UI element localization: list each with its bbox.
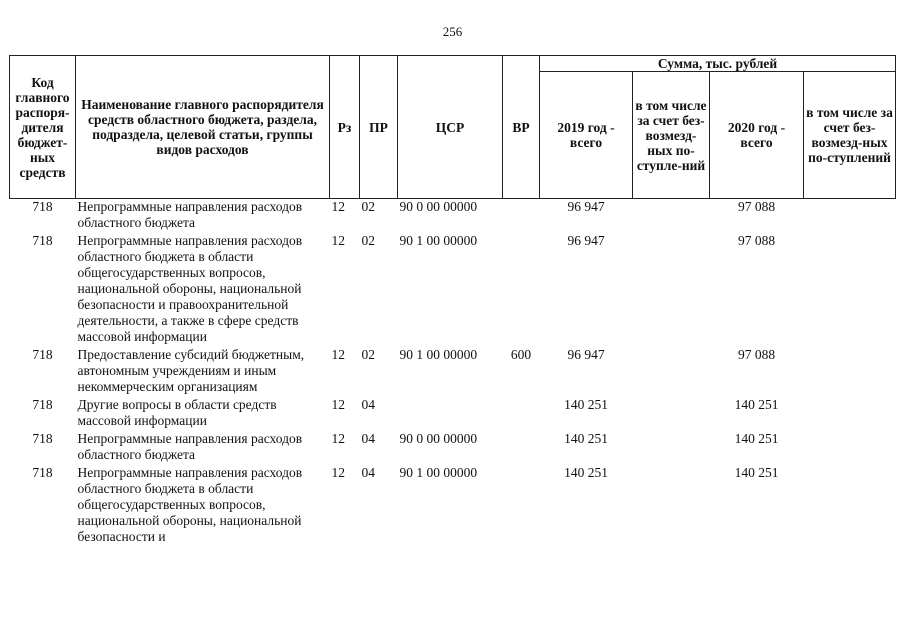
cell-name: Непрограммные направления расходов областного бюджета: [77, 199, 303, 230]
table-row: [10, 199, 896, 234]
cell-2019-total: 96 947: [567, 199, 605, 214]
cell-2020-total: 97 088: [737, 199, 776, 214]
cell-name: Непрограммные направления расходов областного бюджета в области общегосударственных вопросов, национальной обороны, национальной безопасности и: [77, 465, 303, 544]
cell-csr: [398, 397, 503, 431]
header-name: Наименование главного распорядителя средств областного бюджета, раздела, подраздела, целевой статьи, группы видов расходов: [76, 56, 330, 199]
table-row: [10, 397, 896, 431]
cell-csr: 90 1 00 00000: [399, 465, 478, 480]
cell-vr: [503, 397, 540, 431]
cell-2020-free: [804, 233, 896, 347]
cell-rz: 12: [331, 347, 345, 362]
cell-code: 718: [32, 431, 53, 446]
cell-2019-free: [633, 199, 710, 234]
table-header: [10, 56, 896, 199]
cell-2019-free: [633, 397, 710, 431]
cell-csr: 90 0 00 00000: [399, 431, 478, 446]
table-row: [10, 347, 896, 397]
table-body: [10, 199, 896, 548]
cell-2020-total: 140 251: [734, 465, 779, 480]
cell-2019-free: [633, 465, 710, 547]
table-row: [10, 465, 896, 547]
cell-2019-total: 140 251: [564, 397, 608, 412]
cell-vr: 600: [510, 347, 532, 362]
table-row: [10, 233, 896, 347]
header-rz: Рз: [330, 56, 360, 199]
cell-name: Непрограммные направления расходов областного бюджета: [77, 431, 303, 462]
header-2019-total: 2019 год - всего: [540, 72, 633, 199]
cell-pr: 04: [361, 431, 375, 446]
cell-2020-free: [804, 431, 896, 465]
cell-2019-total: 140 251: [564, 465, 608, 480]
cell-code: 718: [32, 233, 53, 248]
cell-pr: 04: [361, 397, 375, 412]
cell-vr: [503, 199, 540, 234]
cell-pr: 02: [361, 347, 375, 362]
cell-2020-total: 97 088: [737, 347, 776, 362]
cell-vr: [503, 465, 540, 547]
cell-csr: 90 1 00 00000: [399, 233, 478, 248]
cell-2019-total: 140 251: [564, 431, 608, 446]
cell-csr: 90 1 00 00000: [399, 347, 478, 362]
cell-rz: 12: [331, 397, 345, 412]
cell-csr: 90 0 00 00000: [399, 199, 478, 214]
cell-code: 718: [32, 397, 53, 412]
cell-2020-total: 140 251: [734, 397, 779, 412]
cell-code: 718: [32, 199, 53, 214]
header-vr: ВР: [503, 56, 540, 199]
cell-rz: 12: [331, 431, 345, 446]
cell-pr: 02: [361, 199, 375, 214]
cell-2020-free: [804, 347, 896, 397]
cell-2020-free: [804, 199, 896, 234]
header-2019-free: в том числе за счет без-возмезд-ных по-ступле-ний: [633, 72, 710, 199]
cell-pr: 02: [361, 233, 375, 248]
cell-rz: 12: [331, 199, 345, 214]
header-code: Код главного распоря-дителя бюджет-ных средств: [10, 56, 76, 199]
cell-vr: [503, 431, 540, 465]
cell-code: 718: [32, 347, 53, 362]
cell-2020-total: 97 088: [737, 233, 776, 248]
cell-code: 718: [32, 465, 53, 480]
header-2020-total: 2020 год - всего: [710, 72, 804, 199]
header-2020-free: в том числе за счет без-возмезд-ных по-ступлений: [804, 72, 896, 199]
cell-2019-free: [633, 233, 710, 347]
cell-2020-total: 140 251: [734, 431, 779, 446]
cell-2019-free: [633, 431, 710, 465]
cell-2019-total: 96 947: [567, 233, 605, 248]
cell-2020-free: [804, 465, 896, 547]
header-csr: ЦСР: [398, 56, 503, 199]
header-pr: ПР: [360, 56, 398, 199]
cell-name: Непрограммные направления расходов областного бюджета в области общегосударственных вопросов, национальной обороны, национальной безопасности и правоохранительной деятельности, а также в сфере средств массовой информации: [77, 233, 303, 344]
cell-vr: [503, 233, 540, 347]
page-number: 256: [442, 24, 463, 39]
cell-pr: 04: [361, 465, 375, 480]
header-sum-group: Сумма, тыс. рублей: [540, 56, 896, 72]
table-row: [10, 431, 896, 465]
cell-2019-free: [633, 347, 710, 397]
cell-name: Другие вопросы в области средств массовой информации: [77, 397, 277, 428]
cell-name: Предоставление субсидий бюджетным, автономным учреждениям и иным некоммерческим организациям: [77, 347, 305, 394]
budget-table: [9, 55, 896, 547]
cell-2020-free: [804, 397, 896, 431]
cell-2019-total: 96 947: [567, 347, 605, 362]
cell-rz: 12: [331, 465, 345, 480]
cell-rz: 12: [331, 233, 345, 248]
